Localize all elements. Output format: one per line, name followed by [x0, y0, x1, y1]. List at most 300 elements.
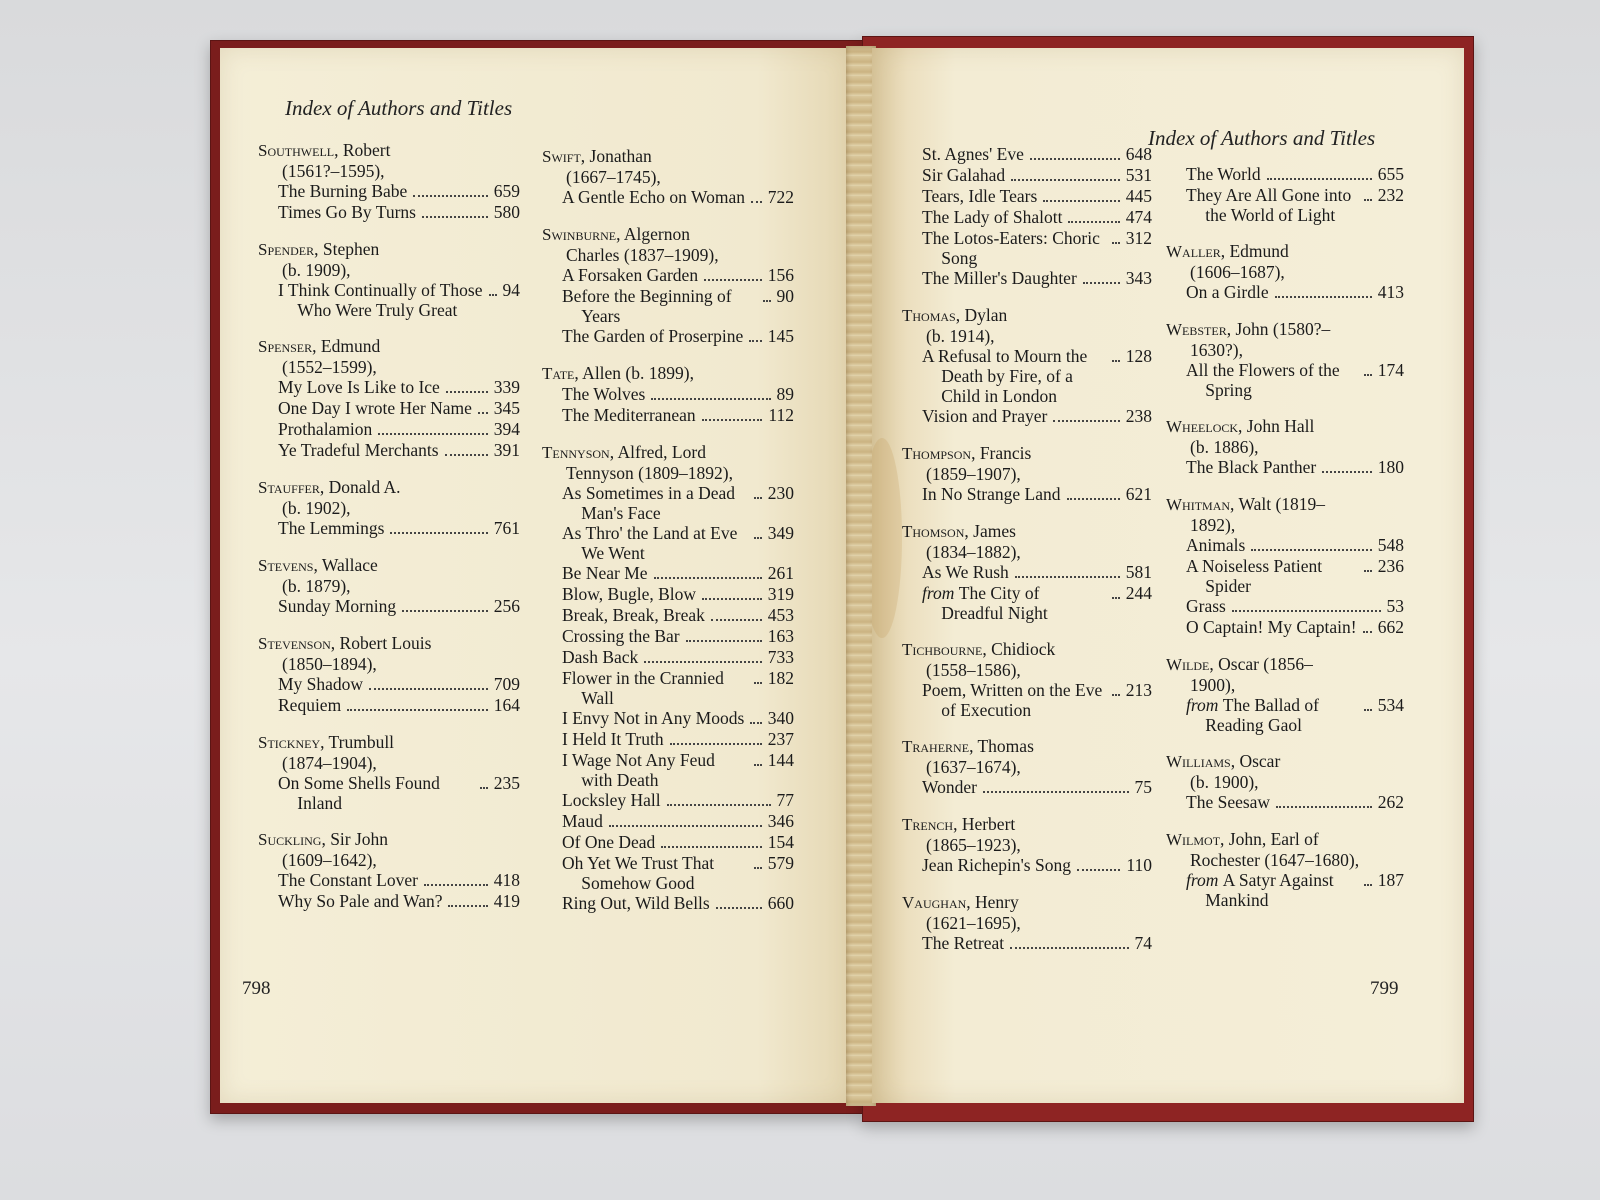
leader-dots [1010, 947, 1128, 949]
author-detail: , Dylan [955, 305, 1008, 325]
work-title: The World [1186, 164, 1261, 184]
work-title: One Day I wrote Her Name [278, 398, 472, 418]
leader-dots [609, 825, 762, 827]
author-dates: 1892), [1190, 515, 1236, 535]
page-ref: 418 [493, 870, 520, 890]
work-title: Blow, Bugle, Blow [562, 584, 697, 604]
leader-dots [644, 661, 761, 663]
author-name: Thomson [902, 522, 965, 541]
work-entry [902, 186, 1152, 207]
author-name: Williams [1166, 752, 1231, 771]
leader-dots [1112, 694, 1120, 696]
author-heading [258, 477, 520, 498]
author-detail: , Walt (1819– [1230, 494, 1326, 514]
author-heading [1166, 416, 1404, 437]
author-dates: (1609–1642), [282, 850, 377, 870]
author-dates: (1834–1882), [926, 542, 1021, 562]
page-ref: 733 [767, 647, 794, 667]
work-entry [1166, 596, 1404, 617]
work-entry [902, 777, 1152, 798]
work-entry [902, 144, 1152, 165]
work-title: The Garden of Proserpine [562, 326, 744, 346]
running-head: Index of Authors and Titles [1148, 126, 1376, 150]
page-ref: 213 [1125, 680, 1152, 700]
author-name: Stevens [258, 556, 314, 575]
author-dates: (b. 1914), [926, 326, 995, 346]
author-detail: , Sir John [321, 829, 389, 849]
page-ref: 659 [493, 181, 520, 201]
work-title: Tears, Idle Tears [922, 186, 1038, 206]
page-number: 798 [242, 978, 271, 999]
author-name: Swift [542, 147, 581, 166]
work-entry [1166, 535, 1404, 556]
work-title: Sir Galahad [922, 165, 1006, 185]
author-detail: , Trumbull [320, 732, 395, 752]
work-entry [258, 398, 520, 419]
page-ref: 237 [767, 729, 794, 749]
index-entry [902, 521, 1152, 623]
work-entry [1166, 870, 1404, 910]
author-detail: , John Hall [1238, 416, 1315, 436]
leader-dots [750, 722, 761, 724]
author-heading [258, 555, 520, 576]
work-entry [1166, 792, 1404, 813]
index-entry [1166, 416, 1404, 478]
author-heading [542, 442, 794, 463]
index-entry [902, 639, 1152, 720]
author-detail: , Donald A. [319, 477, 401, 497]
author-heading [542, 224, 794, 245]
author-heading [1166, 319, 1404, 340]
leader-dots [448, 905, 487, 907]
author-detail: , Robert Louis [330, 633, 432, 653]
work-title: Wonder [922, 777, 977, 797]
leader-dots [1275, 296, 1372, 298]
leader-dots [651, 398, 770, 400]
author-heading [258, 829, 520, 850]
work-entry [902, 165, 1152, 186]
author-name: Spender [258, 240, 315, 259]
page-ref: 53 [1386, 596, 1404, 616]
author-heading [902, 639, 1152, 660]
work-title: Prothalamion [278, 419, 373, 439]
work-title: On Some Shells Found Inland [278, 773, 440, 813]
page-stain [872, 438, 902, 638]
page-ref: 346 [767, 811, 794, 831]
author-heading [902, 736, 1152, 757]
work-title: A Gentle Echo on Woman [562, 187, 745, 207]
work-title: Break, Break, Break [562, 605, 705, 625]
page-ref: 621 [1125, 484, 1152, 504]
work-title: The Mediterranean [562, 405, 696, 425]
author-heading [1166, 829, 1404, 850]
index-column [1166, 164, 1404, 926]
work-entry [902, 406, 1152, 427]
page-ref: 94 [502, 280, 520, 300]
work-title: As Sometimes in a Dead Man's Face [562, 483, 736, 523]
leader-dots [763, 300, 771, 302]
work-title: The Burning Babe [278, 181, 408, 201]
page-ref: 445 [1125, 186, 1152, 206]
author-dates: 1900), [1190, 675, 1236, 695]
page-ref: 394 [493, 419, 520, 439]
author-dates: (1850–1894), [282, 654, 377, 674]
author-name: Stevenson [258, 634, 331, 653]
index-entry [258, 829, 520, 912]
running-head: Index of Authors and Titles [285, 96, 513, 120]
work-entry [902, 933, 1152, 954]
leader-dots [1276, 806, 1372, 808]
author-heading [1166, 751, 1404, 772]
leader-dots [704, 279, 762, 281]
work-title: The Seesaw [1186, 792, 1271, 812]
author-detail: , James [964, 521, 1016, 541]
index-column [258, 140, 520, 928]
leader-dots [702, 419, 763, 421]
work-entry [542, 326, 794, 347]
author-dates: (b. 1886), [1190, 437, 1259, 457]
leader-dots [1053, 420, 1119, 422]
work-title: Locksley Hall [562, 790, 661, 810]
page-ref: 548 [1377, 535, 1404, 555]
page-ref: 154 [767, 832, 794, 852]
work-title: A Refusal to Mourn the Death by Fire, of a Child in London [922, 346, 1088, 406]
page-ref: 534 [1377, 695, 1404, 715]
page-ref: 655 [1377, 164, 1404, 184]
work-title: On a Girdle [1186, 282, 1269, 302]
author-dates: (1865–1923), [926, 835, 1021, 855]
work-entry [1166, 282, 1404, 303]
author-name: Southwell [258, 141, 335, 160]
page-ref: 474 [1125, 207, 1152, 227]
work-title: O Captain! My Captain! [1186, 617, 1357, 637]
leader-dots [413, 195, 487, 197]
work-entry [258, 773, 520, 813]
author-name: Thomas [902, 306, 956, 325]
work-title: Crossing the Bar [562, 626, 680, 646]
work-title: Oh Yet We Trust That Somehow Good [562, 853, 715, 893]
page-ref: 238 [1125, 406, 1152, 426]
work-entry [542, 626, 794, 647]
author-heading [258, 239, 520, 260]
leader-dots [1232, 610, 1381, 612]
page-ref: 343 [1125, 268, 1152, 288]
leader-dots [478, 412, 488, 414]
page-ref: 319 [767, 584, 794, 604]
author-dates: (1552–1599), [282, 357, 377, 377]
work-title: Of One Dead [562, 832, 656, 852]
author-detail: , Chidiock [982, 639, 1056, 659]
work-title: My Love Is Like to Ice [278, 377, 440, 397]
author-name: Vaughan [902, 893, 967, 912]
work-title: Requiem [278, 695, 342, 715]
index-entry [258, 239, 520, 320]
work-entry [542, 708, 794, 729]
page-ref: 722 [767, 187, 794, 207]
page-ref: 236 [1377, 556, 1404, 576]
author-heading [258, 336, 520, 357]
author-dates: Charles (1837–1909), [566, 245, 719, 265]
work-title: The Miller's Daughter [922, 268, 1077, 288]
work-title: Dash Back [562, 647, 639, 667]
leader-dots [402, 610, 488, 612]
work-entry [258, 440, 520, 461]
work-entry [542, 750, 794, 790]
index-entry [902, 305, 1152, 427]
work-title: The Retreat [922, 933, 1005, 953]
index-entry [542, 363, 794, 426]
left-page [220, 48, 852, 1103]
author-heading [902, 305, 1152, 326]
leader-dots [1322, 471, 1372, 473]
page-ref: 244 [1125, 583, 1152, 603]
page-ref: 128 [1125, 346, 1152, 366]
leader-dots [1364, 884, 1372, 886]
work-title: The Wolves [562, 384, 646, 404]
leader-dots [1112, 360, 1120, 362]
page-ref: 761 [493, 518, 520, 538]
work-entry [542, 811, 794, 832]
author-dates: (1637–1674), [926, 757, 1021, 777]
leader-dots [754, 497, 762, 499]
work-entry [542, 384, 794, 405]
work-title: Poem, Written on the Eve of Execution [922, 680, 1103, 720]
work-title: St. Agnes' Eve [922, 144, 1024, 164]
author-detail: , Oscar (1856– [1209, 654, 1313, 674]
leader-dots [369, 688, 488, 690]
author-detail: , Algernon [616, 224, 691, 244]
author-heading [542, 146, 794, 167]
work-title: Grass [1186, 596, 1226, 616]
index-entry [258, 477, 520, 539]
index-entry [258, 336, 520, 461]
page-ref: 419 [493, 891, 520, 911]
work-title: They Are All Gone into the World of Light [1186, 185, 1352, 225]
author-heading [258, 140, 520, 161]
page-ref: 256 [493, 596, 520, 616]
author-detail: , Herbert [953, 814, 1016, 834]
page-ref: 261 [767, 563, 794, 583]
author-name: Wilde [1166, 655, 1210, 674]
index-entry [258, 555, 520, 617]
index-entry [902, 892, 1152, 954]
work-title: The Lemmings [278, 518, 385, 538]
work-title: Why So Pale and Wan? [278, 891, 443, 911]
leader-dots [1251, 549, 1371, 551]
author-heading [902, 892, 1152, 913]
author-dates: (1606–1687), [1190, 262, 1285, 282]
index-entry [902, 814, 1152, 876]
work-entry [542, 584, 794, 605]
index-entry [1166, 751, 1404, 813]
author-detail: , Edmund [312, 336, 381, 356]
work-entry [542, 523, 794, 563]
index-entry [258, 732, 520, 813]
author-heading [542, 363, 794, 384]
leader-dots [1363, 631, 1372, 633]
author-name: Swinburne [542, 225, 617, 244]
leader-dots [424, 884, 488, 886]
author-name: Trench [902, 815, 954, 834]
page-ref: 581 [1125, 562, 1152, 582]
page-ref: 339 [493, 377, 520, 397]
author-detail: , Robert [334, 140, 391, 160]
author-heading [258, 732, 520, 753]
work-title: Before the Beginning of Years [562, 286, 732, 326]
work-entry [542, 483, 794, 523]
author-dates: 1630?), [1190, 340, 1243, 360]
work-entry [542, 647, 794, 668]
leader-dots [378, 433, 487, 435]
author-name: Webster [1166, 320, 1227, 339]
author-heading [902, 443, 1152, 464]
work-title: The Constant Lover [278, 870, 418, 890]
author-name: Waller [1166, 242, 1221, 261]
page-ref: 413 [1377, 282, 1404, 302]
work-entry [1166, 695, 1404, 735]
author-detail: , Francis [971, 443, 1032, 463]
author-name: Stauffer [258, 478, 320, 497]
work-title: All the Flowers of the Spring [1186, 360, 1340, 400]
index-entry [258, 633, 520, 716]
index-entry [542, 146, 794, 208]
author-dates: Tennyson (1809–1892), [566, 463, 733, 483]
work-title: Times Go By Turns [278, 202, 416, 222]
leader-dots [749, 340, 761, 342]
index-entry [1166, 319, 1404, 400]
page-ref: 340 [767, 708, 794, 728]
author-detail: , Allen (b. 1899), [574, 363, 694, 383]
author-dates: (1558–1586), [926, 660, 1021, 680]
index-entry [1166, 164, 1404, 225]
author-dates: (b. 1902), [282, 498, 351, 518]
index-entry [258, 140, 520, 223]
index-column [902, 144, 1152, 970]
page-ref: 230 [767, 483, 794, 503]
leader-dots [754, 537, 762, 539]
leader-dots [1015, 576, 1120, 578]
page-ref: 89 [776, 384, 794, 404]
page-ref: 579 [767, 853, 794, 873]
author-detail: , Oscar [1230, 751, 1281, 771]
work-entry [542, 668, 794, 708]
work-entry [902, 207, 1152, 228]
author-detail: , Thomas [969, 736, 1034, 756]
index-entry [902, 736, 1152, 798]
work-entry [542, 563, 794, 584]
work-entry [542, 729, 794, 750]
work-entry [542, 853, 794, 893]
leader-dots [347, 709, 488, 711]
work-title: from A Satyr Against Mankind [1186, 870, 1334, 910]
work-entry [1166, 185, 1404, 225]
page-ref: 453 [767, 605, 794, 625]
work-entry [902, 228, 1152, 268]
work-title: I Held It Truth [562, 729, 664, 749]
author-dates: (1561?–1595), [282, 161, 385, 181]
work-entry [258, 891, 520, 912]
page-ref: 232 [1377, 185, 1404, 205]
leader-dots [1364, 199, 1372, 201]
work-entry [258, 674, 520, 695]
work-entry [258, 419, 520, 440]
work-title: from The City of Dreadful Night [922, 583, 1048, 623]
leader-dots [1083, 282, 1120, 284]
leader-dots [654, 577, 762, 579]
page-ref: 262 [1377, 792, 1404, 812]
author-dates: (1859–1907), [926, 464, 1021, 484]
page-ref: 156 [767, 265, 794, 285]
work-entry [542, 286, 794, 326]
leader-dots [1043, 200, 1119, 202]
author-dates: (1621–1695), [926, 913, 1021, 933]
author-name: Wilmot [1166, 830, 1221, 849]
page-ref: 709 [493, 674, 520, 694]
author-detail: , Wallace [313, 555, 378, 575]
work-title: Be Near Me [562, 563, 648, 583]
author-name: Traherne [902, 737, 970, 756]
author-heading [902, 814, 1152, 835]
page-ref: 662 [1377, 617, 1404, 637]
page-ref: 174 [1377, 360, 1404, 380]
author-dates: Rochester (1647–1680), [1190, 850, 1360, 870]
page-ref: 144 [767, 750, 794, 770]
index-entry [1166, 829, 1404, 910]
work-title: My Shadow [278, 674, 364, 694]
work-title: A Noiseless Patient Spider [1186, 556, 1323, 596]
author-name: Tennyson [542, 443, 610, 462]
leader-dots [1364, 709, 1372, 711]
author-heading [1166, 241, 1404, 262]
work-title: As Thro' the Land at Eve We Went [562, 523, 738, 563]
work-entry [542, 187, 794, 208]
page-ref: 110 [1126, 855, 1152, 875]
page-number: 799 [1370, 978, 1399, 999]
work-entry [1166, 360, 1404, 400]
work-title: I Wage Not Any Feud with Death [562, 750, 715, 790]
work-title: The Lady of Shalott [922, 207, 1063, 227]
page-ref: 182 [767, 668, 794, 688]
work-entry [258, 695, 520, 716]
author-detail: , John, Earl of [1220, 829, 1319, 849]
leader-dots [711, 619, 762, 621]
index-entry [1166, 494, 1404, 638]
leader-dots [1267, 178, 1372, 180]
work-title: As We Rush [922, 562, 1009, 582]
leader-dots [686, 640, 762, 642]
work-title: Flower in the Crannied Wall [562, 668, 724, 708]
work-entry [258, 870, 520, 891]
author-heading [258, 633, 520, 654]
leader-dots [670, 743, 762, 745]
work-entry [1166, 556, 1404, 596]
page-ref: 648 [1125, 144, 1152, 164]
author-name: Thompson [902, 444, 972, 463]
work-entry [542, 790, 794, 811]
author-dates: (1874–1904), [282, 753, 377, 773]
leader-dots [390, 532, 487, 534]
author-name: Spenser [258, 337, 313, 356]
page-ref: 163 [767, 626, 794, 646]
page-ref: 580 [493, 202, 520, 222]
work-title: In No Strange Land [922, 484, 1061, 504]
work-title: The Black Panther [1186, 457, 1317, 477]
work-entry [542, 832, 794, 853]
leader-dots [754, 682, 762, 684]
author-heading [1166, 654, 1404, 675]
work-title: Maud [562, 811, 603, 831]
work-entry [542, 605, 794, 626]
